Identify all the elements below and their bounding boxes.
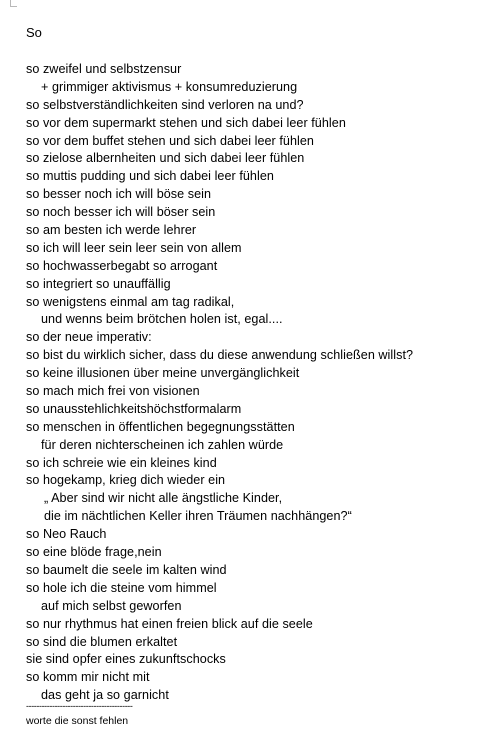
poem-line: so bist du wirklich sicher, dass du diese anwendung schließen willst? [26,348,414,363]
poem-line: so am besten ich werde lehrer [26,223,197,238]
poem-line: so komm mir nicht mit [26,670,150,685]
poem-line: so wenigstens einmal am tag radikal, [26,294,235,309]
poem-line: so eine blöde frage,nein [26,545,162,560]
poem-line: sie sind opfer eines zukunftschocks [26,652,226,667]
poem-line: so zielose albernheiten und sich dabei leer fühlen [26,151,305,166]
poem-line: so hole ich die steine vom himmel [26,580,217,595]
poem-line: so keine illusionen über meine unvergänglichkeit [26,366,300,381]
poem-line: so sind die blumen erkaltet [26,634,178,649]
separator-line: ----------------------------------------- [26,701,133,711]
poem-line: so mach mich frei von visionen [26,384,200,399]
poem-title: So [26,25,42,40]
poem-line: für deren nichterscheinen ich zahlen würde [41,437,284,452]
poem-line: so hogekamp, krieg dich wieder ein [26,473,226,488]
poem-line: die im nächtlichen Keller ihren Träumen nachhängen?“ [44,509,352,524]
poem-line: so Neo Rauch [26,527,107,542]
poem-line: so integriert so unauffällig [26,276,171,291]
poem-line: und wenns beim brötchen holen ist, egal.... [41,312,283,327]
poem-line: + grimmiger aktivismus + konsumreduzierung [41,79,298,94]
poem-line: so muttis pudding und sich dabei leer fühlen [26,169,274,184]
poem-line: so besser noch ich will böse sein [26,187,212,202]
poem-line: so selbstverständlichkeiten sind verloren na und? [26,97,304,112]
poem-line: „ Aber sind wir nicht alle ängstliche Kinder, [44,491,283,506]
poem-line: das geht ja so garnicht [41,688,169,703]
poem-line: so baumelt die seele im kalten wind [26,562,227,577]
page-corner-marker [10,0,17,7]
poem-line: so vor dem supermarkt stehen und sich dabei leer fühlen [26,115,346,130]
poem-line: so ich will leer sein leer sein von allem [26,240,242,255]
poem-body [26,61,491,705]
poem-line: so menschen in öffentlichen begegnungsstätten [26,419,295,434]
poem-line: so vor dem buffet stehen und sich dabei leer fühlen [26,133,314,148]
poem-line: so unausstehlichkeitshöchstformalarm [26,401,242,416]
poem-line: so ich schreie wie ein kleines kind [26,455,217,470]
poem-line: so nur rhythmus hat einen freien blick auf die seele [26,616,313,631]
poem-line: auf mich selbst geworfen [41,598,182,613]
poem-line: so der neue imperativ: [26,330,152,345]
footer-note: worte die sonst fehlen [26,715,129,727]
poem-line: so hochwasserbegabt so arrogant [26,258,218,273]
poem-line: so zweifel und selbstzensur [26,62,182,76]
poem-line: so noch besser ich will böser sein [26,205,216,220]
